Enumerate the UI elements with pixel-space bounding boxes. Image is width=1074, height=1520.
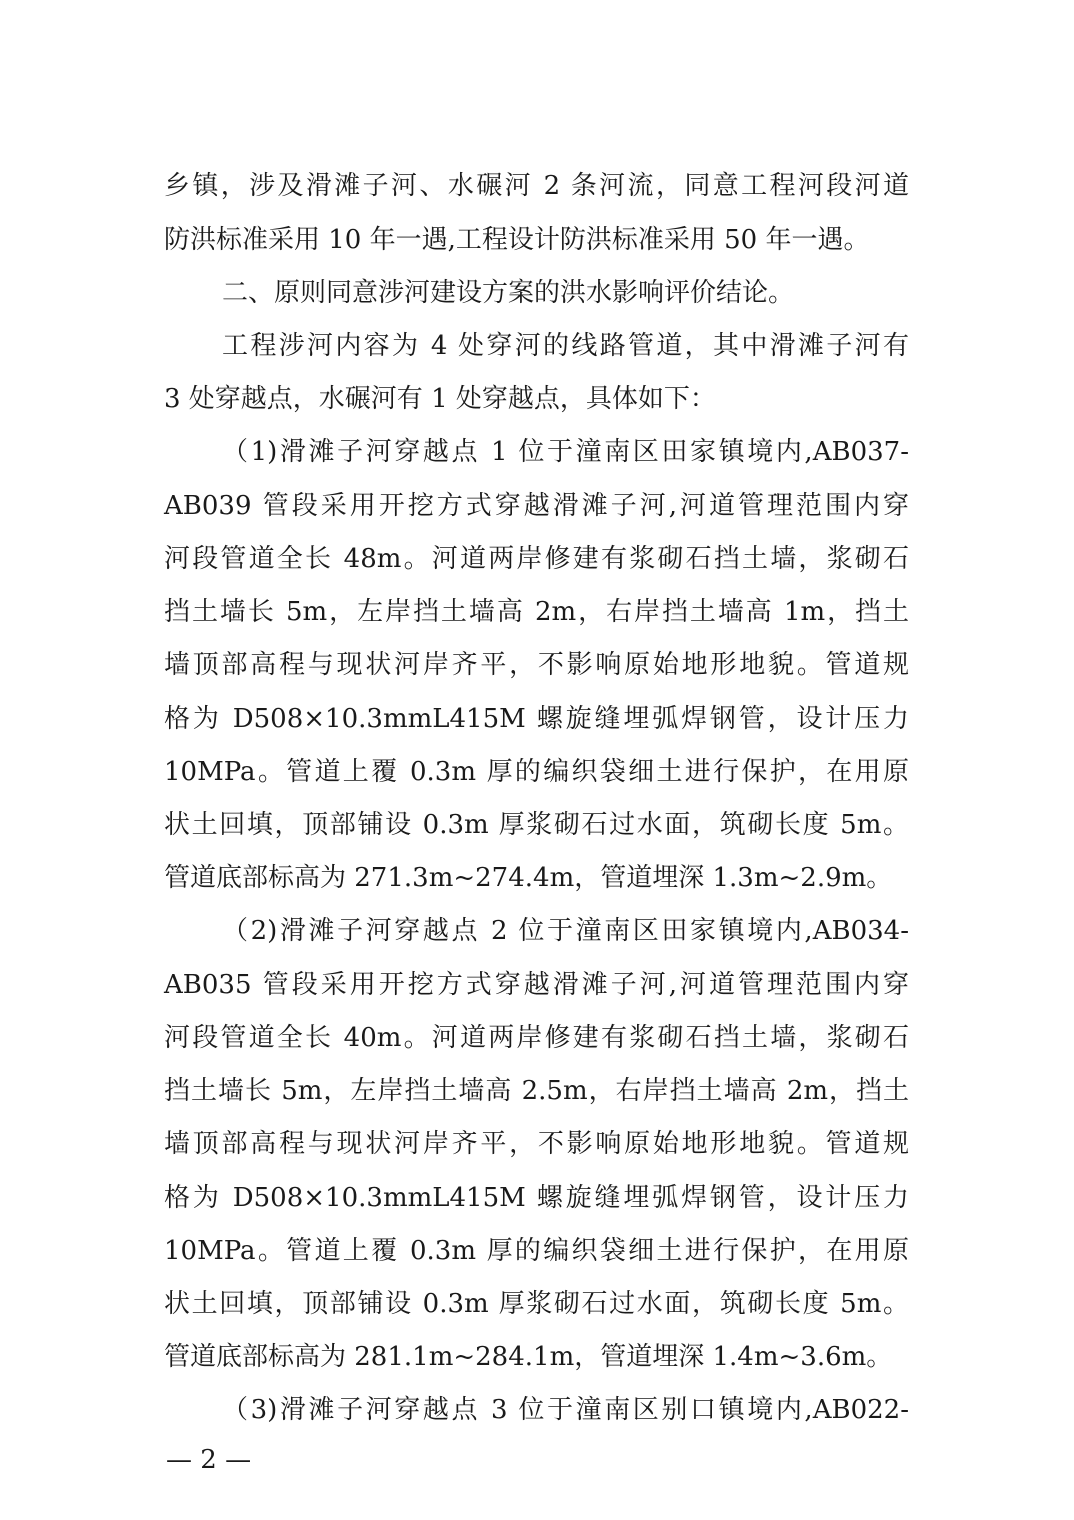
text-line: 管道底部标高为 271.3m~274.4m，管道埋深 1.3m~2.9m。 bbox=[164, 863, 893, 893]
text-line: 10MPa。管道上覆 0.3m 厚的编织袋细土进行保护，在用原 bbox=[164, 757, 909, 787]
text-line: 管道底部标高为 281.1m~284.1m，管道埋深 1.4m~3.6m。 bbox=[164, 1342, 893, 1372]
text-line: （2)滑滩子河穿越点 2 位于潼南区田家镇境内,AB034- bbox=[222, 916, 909, 946]
text-line: AB035 管段采用开挖方式穿越滑滩子河,河道管理范围内穿 bbox=[164, 970, 909, 1000]
text-line: 10MPa。管道上覆 0.3m 厚的编织袋细土进行保护，在用原 bbox=[164, 1236, 909, 1266]
text-line: 乡镇，涉及滑滩子河、水碾河 2 条河流，同意工程河段河道 bbox=[164, 171, 909, 201]
text-line: 河段管道全长 40m。河道两岸修建有浆砌石挡土墙，浆砌石 bbox=[164, 1023, 909, 1053]
text-line: 状土回填，顶部铺设 0.3m 厚浆砌石过水面，筑砌长度 5m。 bbox=[164, 1289, 909, 1319]
text-line: AB039 管段采用开挖方式穿越滑滩子河,河道管理范围内穿 bbox=[164, 491, 909, 521]
text-line: 格为 D508×10.3mmL415M 螺旋缝埋弧焊钢管，设计压力 bbox=[164, 704, 909, 734]
text-line: 防洪标准采用 10 年一遇,工程设计防洪标准采用 50 年一遇。 bbox=[164, 225, 870, 255]
page-number: — 2 — bbox=[166, 1445, 252, 1475]
text-line: （3)滑滩子河穿越点 3 位于潼南区别口镇境内,AB022- bbox=[222, 1395, 909, 1425]
text-line: 墙顶部高程与现状河岸齐平，不影响原始地形地貌。管道规 bbox=[164, 1129, 909, 1159]
text-line: 挡土墙长 5m，左岸挡土墙高 2m，右岸挡土墙高 1m，挡土 bbox=[164, 597, 909, 627]
text-line: 河段管道全长 48m。河道两岸修建有浆砌石挡土墙，浆砌石 bbox=[164, 544, 909, 574]
text-line: 挡土墙长 5m，左岸挡土墙高 2.5m，右岸挡土墙高 2m，挡土 bbox=[164, 1076, 909, 1106]
text-line: 3 处穿越点，水碾河有 1 处穿越点，具体如下： bbox=[164, 384, 716, 414]
text-line: 墙顶部高程与现状河岸齐平，不影响原始地形地貌。管道规 bbox=[164, 650, 909, 680]
text-line: 状土回填，顶部铺设 0.3m 厚浆砌石过水面，筑砌长度 5m。 bbox=[164, 810, 909, 840]
text-line: 工程涉河内容为 4 处穿河的线路管道，其中滑滩子河有 bbox=[222, 331, 909, 361]
text-line: 格为 D508×10.3mmL415M 螺旋缝埋弧焊钢管，设计压力 bbox=[164, 1183, 909, 1213]
section-heading: 二、原则同意涉河建设方案的洪水影响评价结论。 bbox=[222, 278, 795, 308]
text-line: （1)滑滩子河穿越点 1 位于潼南区田家镇境内,AB037- bbox=[222, 437, 909, 467]
